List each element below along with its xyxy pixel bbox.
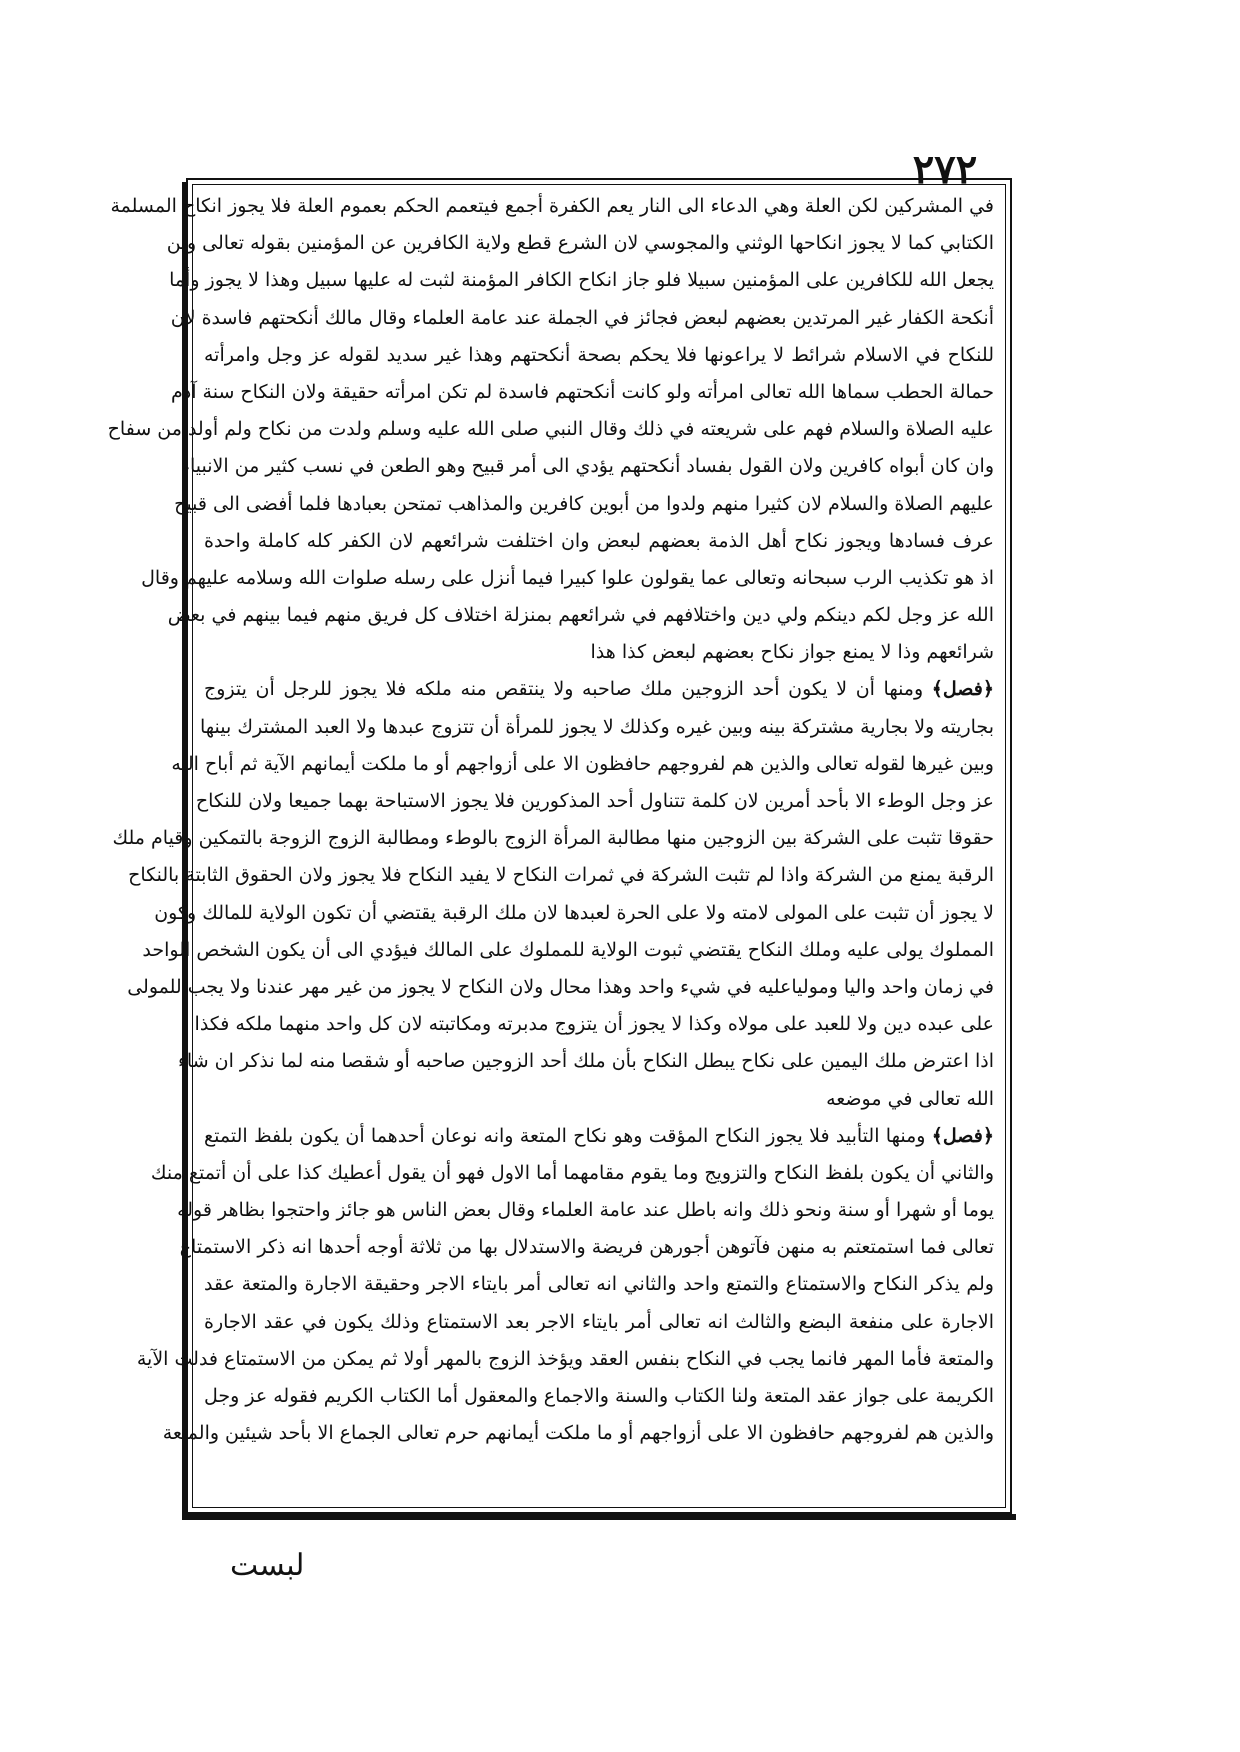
section-heading-2: ﴿فصل﴾	[931, 1124, 995, 1147]
text-line: تعالى فما استمتعتم به منهن فآتوهن أجورهن فريضة والاستدلال بها من ثلاثة أوجه أحدها انه ذكر الاستمتاع	[179, 1236, 994, 1259]
text-line: والذين هم لفروجهم حافظون الا على أزواجهم أو ما ملكت أيمانهم حرم تعالى الجماع الا بأحد شيئين والمتعة	[162, 1422, 994, 1445]
text-line: اذ هو تكذيب الرب سبحانه وتعالى عما يقولون علوا كبيرا فيما أنزل على رسله صلوات الله وسلامه عليهم وقال	[141, 566, 994, 589]
text-line: يوما أو شهرا أو سنة ونحو ذلك وانه باطل عند عامة العلماء وقال بعض الناس هو جائز واحتجوا بظاهر قوله	[177, 1199, 994, 1222]
section-line	[204, 671, 994, 708]
text-line: وان كان أبواه كافرين ولان القول بفساد أنكحتهم يؤدي الى أمر قبيح وهو الطعن في نسب كثير من الانبياء	[181, 455, 994, 478]
text-line: شرائعهم وذا لا يمنع جواز نكاح بعضهم لبعض كذا هذا	[590, 641, 994, 664]
text-line: في المشركين لكن العلة وهي الدعاء الى النار يعم الكفرة أجمع فيتعمم الحكم بعموم العلة فلا يجوز انكاح المسلمة	[110, 195, 994, 217]
text-block	[107, 188, 995, 1452]
text-line: على عبده دين ولا للعبد على مولاه وكذا لا يجوز أن يتزوج مدبرته ومكاتبته لان كل واحد منهما ملكه فكذا	[194, 1013, 994, 1036]
text-line: عليه الصلاة والسلام فهم على شريعته في ذلك وقال النبي صلى الله عليه وسلم ولدت من نكاح ولم أولد من سفاح	[107, 418, 994, 441]
text-line: ومنها أن لا يكون أحد الزوجين ملك صاحبه ولا ينتقص منه ملكه فلا يجوز للرجل أن يتزوج	[204, 678, 924, 701]
text-line: الاجارة على منفعة البضع والثالث انه تعالى أمر بايتاء الاجر بعد الاستمتاع وذلك يكون في عقد الاجارة	[204, 1310, 994, 1333]
section-heading-1: ﴿فصل﴾	[931, 678, 994, 701]
text-line: عليهم الصلاة والسلام لان كثيرا منهم ولدوا من أبوين كافرين والمذاهب تمتحن بعبادها فلما أفضى الى قبيح	[174, 492, 994, 515]
text-line: المملوك يولى عليه وملك النكاح يقتضي ثبوت الولاية للمملوك على المالك فيؤدي الى أن يكون الشخص الواحد	[142, 938, 994, 961]
text-line: والمتعة فأما المهر فانما يجب في النكاح بنفس العقد ويؤخذ الزوج بالمهر أولا ثم يمكن من الاستمتاع فدلت الآية	[136, 1347, 994, 1370]
text-line: وبين غيرها لقوله تعالى والذين هم لفروجهم حافظون الا على أزواجهم أو ما ملكت أيمانهم الآية ثم أباح الله	[171, 752, 994, 775]
text-line: عرف فسادها ويجوز نكاح أهل الذمة بعضهم لبعض وان اختلفت شرائعهم لان الكفر كله كاملة واحدة	[204, 529, 994, 552]
text-line: ومنها التأبيد فلا يجوز النكاح المؤقت وهو نكاح المتعة وانه نوعان أحدهما أن يكون بلفظ التمتع	[204, 1124, 926, 1147]
text-line: والثاني أن يكون بلفظ النكاح والتزويج وما يقوم مقامهما أما الاول فهو أن يقول أعطيك كذا على أن أتمتع منك	[150, 1161, 994, 1184]
section-line	[204, 1118, 994, 1155]
text-line: الكريمة على جواز عقد المتعة ولنا الكتاب والسنة والاجماع والمعقول أما الكتاب الكريم فقوله عز وجل	[204, 1385, 994, 1407]
text-line: حقوقا تثبت على الشركة بين الزوجين منها مطالبة المرأة الزوج بالوطء ومطالبة الزوج الزوجة بالتمكين وقيام ملك	[112, 827, 994, 850]
text-line: الله عز وجل لكم دينكم ولي دين واختلافهم في شرائعهم بمنزلة اختلاف كل فريق منهم فيما بينهم في بعض	[167, 604, 994, 627]
text-line: ولم يذكر النكاح والاستمتاع والتمتع واحد والثاني انه تعالى أمر بايتاء الاجر وحقيقة الاجارة والمتعة عقد	[204, 1273, 994, 1296]
text-line: عز وجل الوطء الا بأحد أمرين لان كلمة تتناول أحد المذكورين فلا يجوز الاستباحة بهما جميعا ولان للنكاح	[195, 790, 994, 812]
page-number: ٢٧٢	[912, 146, 978, 193]
text-line: حمالة الحطب سماها الله تعالى امرأته ولو كانت أنكحتهم فاسدة لم تكن امرأته حقيقة ولان النكاح سنة آدم	[170, 380, 994, 403]
text-line: الرقبة يمنع من الشركة واذا لم تثبت الشركة في ثمرات النكاح لا يفيد النكاح فلا يجوز ولان الحقوق الثابتة بالنكاح	[128, 864, 994, 887]
text-line: الكتابي كما لا يجوز انكاحها الوثني والمجوسي لان الشرع قطع ولاية الكافرين عن المؤمنين بقوله تعالى ولن	[166, 232, 994, 255]
text-line: أنكحة الكفار غير المرتدين بعضهم لبعض فجائز في الجملة عند عامة العلماء وقال مالك أنكحتهم فاسدة لان	[170, 306, 994, 329]
text-line: في زمان واحد واليا ومولياعليه في شيء واحد وهذا محال ولان النكاح لا يجوز من غير مهر عندنا ولا يجب للمولى	[127, 975, 994, 998]
text-line: لا يجوز أن تثبت على المولى لامته ولا على الحرة لعبدها لان ملك الرقبة يقتضي أن تكون الولاية للمالك وكون	[154, 901, 994, 924]
text-line: الله تعالى في موضعه	[826, 1087, 994, 1110]
text-line: للنكاح في الاسلام شرائط لا يراعونها فلا يحكم بصحة أنكحتهم وهذا غير سديد لقوله عز وجل وامرأته	[204, 343, 994, 366]
text-line: بجاريته ولا بجارية مشتركة بينه وبين غيره وكذلك لا يجوز للمرأة أن تتزوج عبدها ولا العبد المشترك بينها	[199, 715, 994, 738]
catchword: لبست	[230, 1548, 305, 1583]
frame-shadow-bottom	[182, 1514, 1016, 1520]
text-line: اذا اعترض ملك اليمين على نكاح يبطل النكاح بأن ملك أحد الزوجين صاحبه أو شقصا منه لما نذكر ان شاء	[177, 1050, 994, 1073]
text-line: يجعل الله للكافرين على المؤمنين سبيلا فلو جاز انكاح الكافر المؤمنة لثبت له عليها سبيل وهذا لا يجوز وأما	[169, 269, 994, 292]
